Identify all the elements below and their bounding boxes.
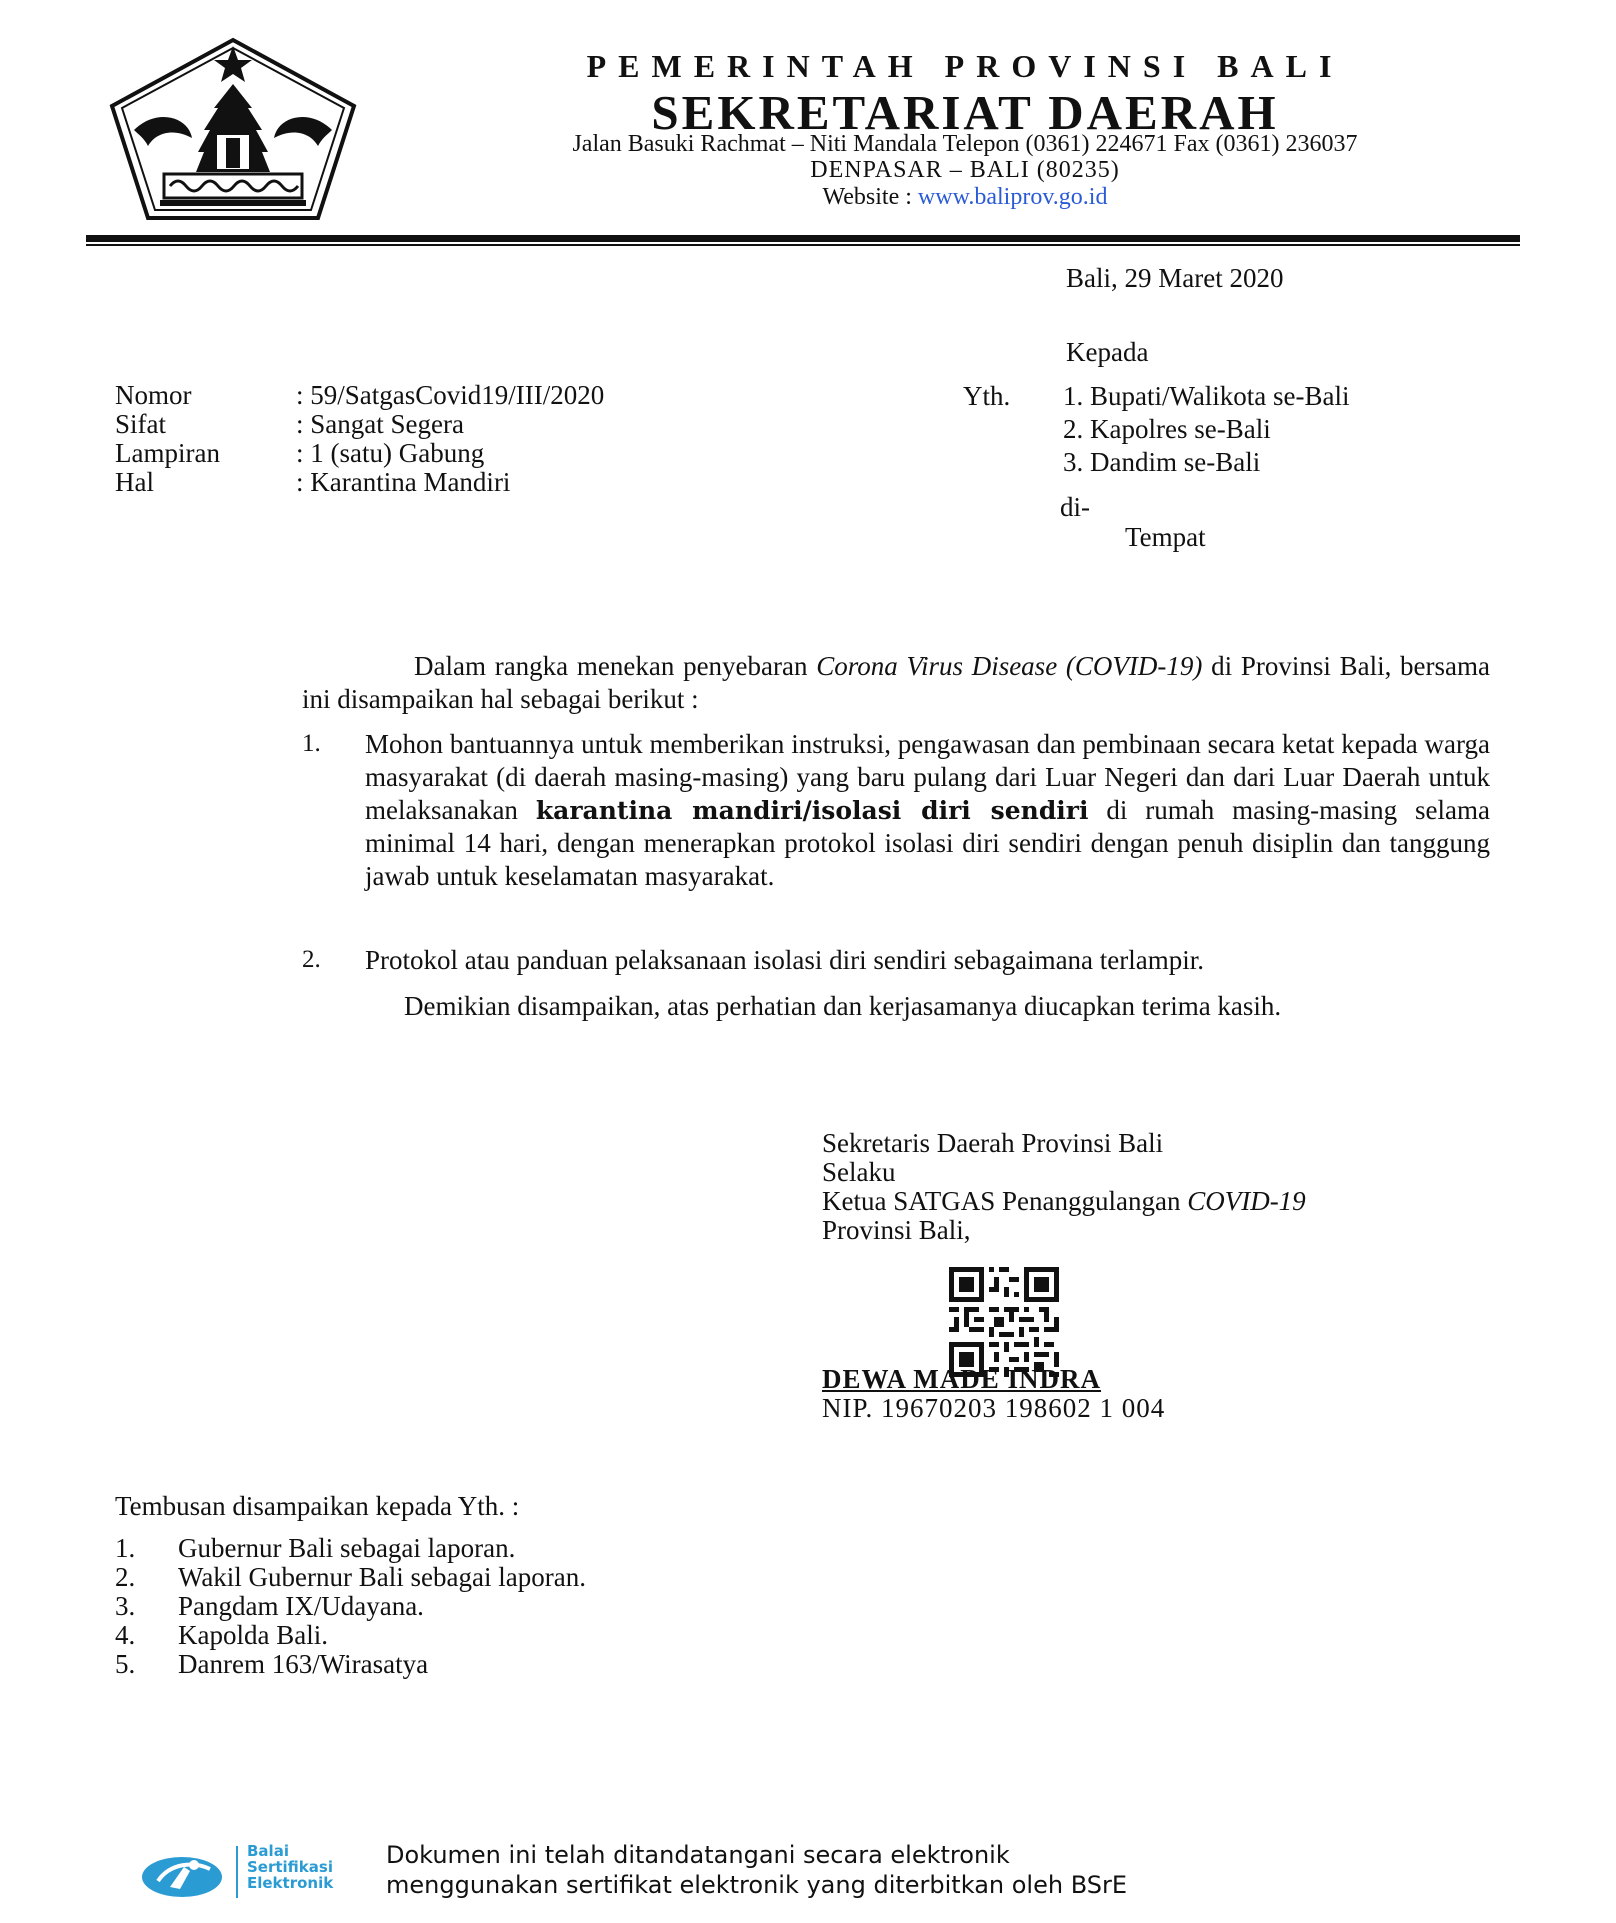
bsre-statement-line: Dokumen ini telah ditandatangani secara elektronik: [386, 1841, 1010, 1869]
qr-code-icon: [949, 1267, 1059, 1377]
sifat-label: Sifat: [115, 409, 166, 439]
signature-province: Provinsi Bali,: [822, 1215, 971, 1245]
bsre-statement: [386, 1840, 1127, 1900]
intro-text-end: di Provinsi Bali, bersama ini disampaikan hal sebagai berikut :: [302, 651, 1491, 714]
sifat-value: : Sangat Segera: [296, 409, 464, 439]
signature-role-text: Ketua SATGAS Penanggulangan: [822, 1186, 1188, 1216]
signer-name: DEWA MADE INDRA: [822, 1364, 1102, 1394]
hal-value: : Karantina Mandiri: [296, 467, 511, 497]
recipient-yth: Yth.: [963, 381, 1011, 411]
signer-nip: NIP. 19670203 198602 1 004: [822, 1393, 1166, 1423]
closing-paragraph: Demikian disampaikan, atas perhatian dan kerjasamanya diucapkan terima kasih.: [404, 991, 1282, 1021]
website-link[interactable]: www.baliprov.go.id: [917, 184, 1108, 210]
signature-selaku: Selaku: [822, 1157, 896, 1187]
tembusan-number: 1.: [115, 1533, 136, 1563]
tembusan-item: Gubernur Bali sebagai laporan.: [178, 1533, 516, 1563]
signature-role: [822, 1186, 1306, 1216]
recipient-item: 3. Dandim se-Bali: [1063, 447, 1261, 477]
recipient-item: 1. Bupati/Walikota se-Bali: [1063, 381, 1350, 411]
government-name: PEMERINTAH PROVINSI BALI: [586, 48, 1344, 84]
nomor-label: Nomor: [115, 380, 192, 410]
item1-bold: karantina mandiri/isolasi diri sendiri: [535, 796, 1089, 825]
tembusan-number: 3.: [115, 1591, 136, 1621]
office-address: Jalan Basuki Rachmat – Niti Mandala Telepon (0361) 224671 Fax (0361) 236037: [572, 131, 1358, 157]
letter-date: Bali, 29 Maret 2020: [1066, 263, 1284, 293]
bsre-logo-icon: [140, 1843, 260, 1899]
list-item: [365, 728, 1490, 893]
bsre-name-line: Elektronik: [247, 1874, 334, 1892]
header-rule-thick: [86, 235, 1520, 242]
office-name: SEKRETARIAT DAERAH: [651, 85, 1279, 140]
bali-emblem-icon: [104, 34, 362, 224]
signature-role-italic: COVID-19: [1187, 1186, 1306, 1216]
office-city: DENPASAR – BALI (80235): [810, 157, 1120, 183]
website-label: Website :: [822, 184, 918, 210]
nomor-value: : 59/SatgasCovid19/III/2020: [296, 380, 605, 410]
tembusan-item: Danrem 163/Wirasatya: [178, 1649, 429, 1679]
lampiran-label: Lampiran: [115, 438, 220, 468]
header-rule-thin: [86, 244, 1520, 246]
recipient-item: 2. Kapolres se-Bali: [1063, 414, 1271, 444]
tembusan-item: Wakil Gubernur Bali sebagai laporan.: [178, 1562, 586, 1592]
item1-text-end: di rumah masing-masing selama minimal 14 hari, dengan menerapkan protokol isolasi diri sendiri dengan penuh disiplin dan tanggung jawab untuk keselamatan masyarakat.: [365, 795, 1490, 891]
tembusan-number: 5.: [115, 1649, 136, 1679]
lampiran-value: : 1 (satu) Gabung: [296, 438, 485, 468]
item-number: 1.: [302, 730, 321, 757]
bsre-name: [247, 1843, 333, 1891]
intro-italic: Corona Virus Disease (COVID-19): [816, 651, 1203, 681]
bsre-divider: [236, 1846, 238, 1898]
intro-paragraph: [302, 650, 1490, 716]
bsre-statement-line: menggunakan sertifikat elektronik yang diterbitkan oleh BSrE: [386, 1871, 1127, 1899]
recipient-di: di-: [1060, 492, 1090, 522]
intro-text: Dalam rangka menekan penyebaran: [414, 651, 817, 681]
signature-title: Sekretaris Daerah Provinsi Bali: [822, 1128, 1164, 1158]
tembusan-number: 4.: [115, 1620, 136, 1650]
item-number: 2.: [302, 946, 321, 973]
tembusan-number: 2.: [115, 1562, 136, 1592]
recipient-kepada: Kepada: [1066, 337, 1149, 367]
item1-text: Mohon bantuannya untuk memberikan instruksi, pengawasan dan pembinaan secara ketat kepada warga masyarakat (di daerah masing-masing) yang baru pulang dari Luar Negeri dan dari Luar Daerah untuk melaksanakan: [365, 729, 1490, 825]
tembusan-item: Kapolda Bali.: [178, 1620, 328, 1650]
bsre-name-line: Sertifikasi: [247, 1858, 333, 1876]
office-website: [420, 184, 1510, 211]
hal-label: Hal: [115, 467, 154, 497]
tembusan-title: Tembusan disampaikan kepada Yth. :: [115, 1491, 520, 1521]
list-item: Protokol atau panduan pelaksanaan isolasi diri sendiri sebagaimana terlampir.: [365, 945, 1205, 975]
bsre-name-line: Balai: [247, 1842, 289, 1860]
tembusan-item: Pangdam IX/Udayana.: [178, 1591, 424, 1621]
recipient-tempat: Tempat: [1125, 522, 1206, 552]
